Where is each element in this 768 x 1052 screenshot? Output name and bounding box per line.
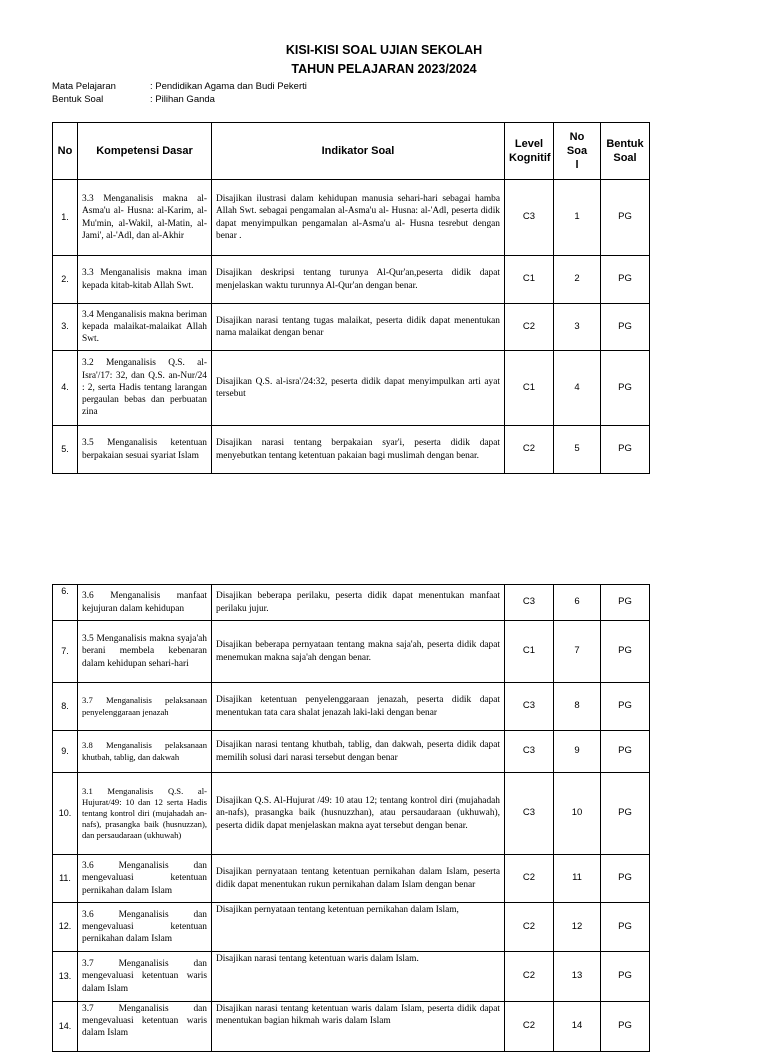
row-no-soal: 10 (554, 773, 601, 855)
table-row (53, 683, 650, 731)
row-number: 12. (53, 903, 78, 952)
row-kompetensi-dasar: 3.7 Menganalisis dan mengevaluasi ketentuan waris dalam Islam (78, 952, 212, 1002)
row-indikator: Disajikan pernyataan tentang ketentuan pernikahan dalam Islam, peserta didik dapat menentukan rukun pernikahan dalam Islam dengan benar (212, 855, 505, 903)
row-bentuk: PG (601, 426, 650, 474)
row-no-soal: 1 (554, 180, 601, 256)
row-kompetensi-dasar: 3.2 Menganalisis Q.S. al-Isra'/17: 32, dan Q.S. an-Nur/24 : 2, serta Hadis tentang larangan pergaulan bebas dan perbuatan zina (78, 351, 212, 426)
row-indikator: Disajikan beberapa pernyataan tentang makna saja'ah, peserta didik dapat menemukan makna saja'ah dengan benar. (212, 621, 505, 683)
row-bentuk: PG (601, 304, 650, 351)
row-bentuk: PG (601, 180, 650, 256)
header-no: No (53, 123, 78, 180)
row-number: 2. (53, 256, 78, 304)
row-bentuk: PG (601, 256, 650, 304)
meta-question-type (52, 94, 215, 105)
header-bentuk-soal (601, 123, 650, 180)
row-number: 1. (53, 180, 78, 256)
row-kompetensi-dasar: 3.5 Menganalisis ketentuan berpakaian sesuai syariat Islam (78, 426, 212, 474)
row-number: 3. (53, 304, 78, 351)
row-kompetensi-dasar: 3.5 Menganalisis makna syaja'ah berani membela kebenaran dalam kehidupan sehari-hari (78, 621, 212, 683)
row-kompetensi-dasar: 3.1 Menganalisis Q.S. al-Hujurat/49: 10 dan 12 serta Hadis tentang kontrol diri (mujahadah an-nafs), prasangka baik (husnuzzan), dan persaudaraan (ukhuwah) (78, 773, 212, 855)
header-no-soal (554, 123, 601, 180)
row-bentuk: PG (601, 585, 650, 621)
row-kompetensi-dasar: 3.3 Menganalisis makna iman kepada kitab-kitab Allah Swt. (78, 256, 212, 304)
row-no-soal: 4 (554, 351, 601, 426)
row-indikator: Disajikan ilustrasi dalam kehidupan manusia sehari-hari sebagai hamba Allah Swt. sebagai pengamalan al-Asma'u al- Husna: al-'Adl, peserta didik dapat menyimpulkan pengamalan al-Asma'u al- Husna tesrebut dengan benar . (212, 180, 505, 256)
table-row (53, 351, 650, 426)
grid-table-part-1 (52, 122, 650, 474)
row-indikator: Disajikan narasi tentang tugas malaikat, peserta didik dapat menentukan nama malaikat dengan benar (212, 304, 505, 351)
table-row (53, 952, 650, 1002)
document-title: KISI-KISI SOAL UJIAN SEKOLAH (285, 43, 483, 57)
row-bentuk: PG (601, 1002, 650, 1052)
row-number: 7. (53, 621, 78, 683)
row-indikator: Disajikan Q.S. Al-Hujurat /49: 10 atau 12; tentang kontrol diri (mujahadah an-nafs), prasangka baik (husnuzzhan), atau persaudaraan (ukhuwah), peserta didik dapat menjelaskan makna ayat tersebut dengan benar. (212, 773, 505, 855)
row-indikator: Disajikan Q.S. al-isra'/24:32, peserta didik dapat menyimpulkan arti ayat tersebut (212, 351, 505, 426)
table-row (53, 426, 650, 474)
header-level-line2: Kognitif (509, 152, 551, 164)
meta-subject-label: Mata Pelajaran (52, 81, 116, 92)
row-number: 5. (53, 426, 78, 474)
row-indikator: Disajikan beberapa perilaku, peserta didik dapat menentukan manfaat perilaku jujur. (212, 585, 505, 621)
row-bentuk: PG (601, 683, 650, 731)
row-level: C3 (505, 180, 554, 256)
row-kompetensi-dasar: 3.7 Menganalisis pelaksanaan penyelenggaraan jenazah (78, 683, 212, 731)
row-bentuk: PG (601, 351, 650, 426)
table-row (53, 731, 650, 773)
row-level: C2 (505, 855, 554, 903)
row-level: C1 (505, 256, 554, 304)
meta-subject (52, 81, 307, 92)
row-number: 8. (53, 683, 78, 731)
row-level: C2 (505, 304, 554, 351)
row-level: C2 (505, 426, 554, 474)
table-row (53, 304, 650, 351)
table-row (53, 585, 650, 621)
header-nosoal-line3: l (575, 159, 579, 172)
table-row (53, 180, 650, 256)
row-indikator: Disajikan deskripsi tentang turunya Al-Qur'an,peserta didik dapat menjelaskan waktu turunnya Al-Qur'an dengan benar. (212, 256, 505, 304)
row-no-soal: 8 (554, 683, 601, 731)
row-number: 4. (53, 351, 78, 426)
row-no-soal: 2 (554, 256, 601, 304)
row-number: 11. (53, 855, 78, 903)
header-nosoal-line1: No (569, 130, 585, 143)
row-kompetensi-dasar: 3.4 Menganalisis makna beriman kepada malaikat-malaikat Allah Swt. (78, 304, 212, 351)
row-bentuk: PG (601, 621, 650, 683)
header-indikator-soal: Indikator Soal (212, 123, 505, 180)
row-number: 13. (53, 952, 78, 1002)
header-bentuk-line2: Soal (613, 152, 637, 164)
row-indikator: Disajikan narasi tentang ketentuan waris dalam Islam. (212, 952, 505, 1002)
row-level: C2 (505, 952, 554, 1002)
row-level: C1 (505, 621, 554, 683)
table-row (53, 621, 650, 683)
table-row (53, 855, 650, 903)
header-nosoal-line2: Soa (566, 144, 588, 157)
table-row (53, 1002, 650, 1052)
row-level: C3 (505, 683, 554, 731)
header-level-line1: Level (514, 137, 544, 150)
row-no-soal: 14 (554, 1002, 601, 1052)
grid-table-part-2 (52, 584, 650, 1052)
meta-subject-value: : Pendidikan Agama dan Budi Pekerti (150, 81, 307, 92)
row-level: C2 (505, 1002, 554, 1052)
row-number: 14. (53, 1002, 78, 1052)
table-row (53, 773, 650, 855)
row-indikator: Disajikan narasi tentang berpakaian syar'i, peserta didik dapat menyebutkan tentang ketentuan pakaian bagi muslimah dengan benar. (212, 426, 505, 474)
header-kompetensi-dasar: Kompetensi Dasar (78, 123, 212, 180)
row-kompetensi-dasar: 3.7 Menganalisis dan mengevaluasi ketentuan waris dalam Islam (78, 1002, 212, 1052)
row-indikator: Disajikan narasi tentang khutbah, tablig, dan dakwah, peserta didik dapat memilih solusi dari narasi tersebut dengan benar (212, 731, 505, 773)
row-no-soal: 5 (554, 426, 601, 474)
row-kompetensi-dasar: 3.6 Menganalisis manfaat kejujuran dalam kehidupan (78, 585, 212, 621)
row-bentuk: PG (601, 903, 650, 952)
row-no-soal: 12 (554, 903, 601, 952)
row-indikator: Disajikan pernyataan tentang ketentuan pernikahan dalam Islam, (212, 903, 505, 952)
row-level: C3 (505, 773, 554, 855)
row-no-soal: 7 (554, 621, 601, 683)
row-kompetensi-dasar: 3.3 Menganalisis makna al-Asma'u al- Husna: al-Karim, al-Mu'min, al-Wakil, al-Matin, al-Jami', al-'Adl, dan al-Akhir (78, 180, 212, 256)
meta-question-type-value: : Pilihan Ganda (150, 94, 215, 105)
header-bentuk-line1: Bentuk (606, 137, 644, 150)
row-no-soal: 11 (554, 855, 601, 903)
row-kompetensi-dasar: 3.8 Menganalisis pelaksanaan khutbah, tablig, dan dakwah (78, 731, 212, 773)
row-no-soal: 9 (554, 731, 601, 773)
row-bentuk: PG (601, 773, 650, 855)
table-row (53, 256, 650, 304)
row-no-soal: 13 (554, 952, 601, 1002)
row-indikator: Disajikan ketentuan penyelenggaraan jenazah, peserta didik dapat menentukan tata cara shalat jenazah laki-laki dengan benar (212, 683, 505, 731)
row-bentuk: PG (601, 731, 650, 773)
meta-question-type-label: Bentuk Soal (52, 94, 104, 105)
row-level: C3 (505, 731, 554, 773)
row-indikator: Disajikan narasi tentang ketentuan waris dalam Islam, peserta didik dapat menentukan bagian hikmah waris dalam Islam (212, 1002, 505, 1052)
row-no-soal: 6 (554, 585, 601, 621)
document-subtitle: TAHUN PELAJARAN 2023/2024 (291, 62, 477, 76)
row-level: C1 (505, 351, 554, 426)
row-bentuk: PG (601, 855, 650, 903)
row-no-soal: 3 (554, 304, 601, 351)
table-row (53, 903, 650, 952)
row-number: 6. (53, 585, 78, 621)
row-number: 10. (53, 773, 78, 855)
row-level: C3 (505, 585, 554, 621)
row-kompetensi-dasar: 3.6 Menganalisis dan mengevaluasi ketentuan pernikahan dalam Islam (78, 903, 212, 952)
row-kompetensi-dasar: 3.6 Menganalisis dan mengevaluasi ketentuan pernikahan dalam Islam (78, 855, 212, 903)
row-number: 9. (53, 731, 78, 773)
row-level: C2 (505, 903, 554, 952)
table-header-row (53, 123, 650, 180)
header-level-kognitif (505, 123, 554, 180)
row-bentuk: PG (601, 952, 650, 1002)
